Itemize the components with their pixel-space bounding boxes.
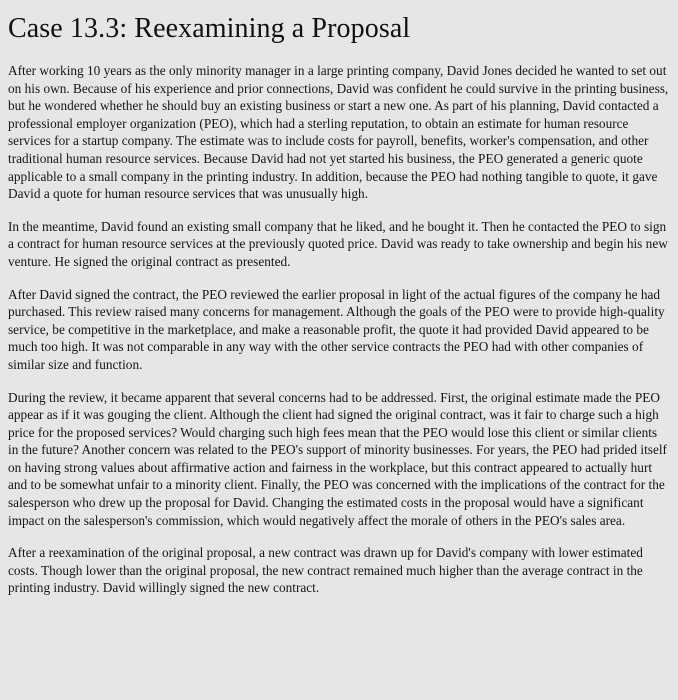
paragraph-2: In the meantime, David found an existing small company that he liked, and he bought it. Then he contacted the PEO to sign a contract for human resource services at the previously quoted price. David was ready to take ownership and begin his new venture. He signed the original contract as presented. [8,218,668,269]
case-body [8,62,670,612]
case-title: Case 13.3: Reexamining a Proposal [8,13,411,44]
paragraph-5: After a reexamination of the original proposal, a new contract was drawn up for David's company with lower estimated costs. Though lower than the original proposal, the new contract remained much higher than the average contract in the printing industry. David willingly signed the new contract. [8,545,643,596]
paragraph-4: During the review, it became apparent that several concerns had to be addressed. First, the original estimate made the PEO appear as if it was gouging the client. Although the client had signed the original contract, was it fair to charge such a high price for the proposed services? Would charging such high fees mean that the PEO would lose this client or similar clients in the future? Another concern was related to the PEO's support of minority businesses. For years, the PEO had prided itself on having strong values about affirmative action and fairness in the workplace, but this contract appeared to actually hurt and to be somewhat unfair to a minority client. Finally, the PEO was concerned with the implications of the contract for the salesperson who drew up the proposal for David. Changing the estimated costs in the proposal would have a significant impact on the salesperson's commission, which would negatively affect the morale of others in the PEO's sales area. [8,389,667,528]
paragraph-1: After working 10 years as the only minority manager in a large printing company, David Jones decided he wanted to set out on his own. Because of his experience and prior connections, David was confident he could survive in the printing business, but he wondered whether he should buy an existing business or start a new one. As part of his planning, David contacted a professional employer organization (PEO), which had a sterling reputation, to obtain an estimate for human resource services for a startup company. The estimate was to include costs for payroll, benefits, worker's compensation, and other traditional human resource services. Because David had not yet started his business, the PEO generated a generic quote applicable to a small company in the printing industry. In addition, because the PEO had nothing tangible to quote, it gave David a quote for human resource services that was unusually high. [8,63,669,202]
paragraph-3: After David signed the contract, the PEO reviewed the earlier proposal in light of the actual figures of the company he had purchased. This review raised many concerns for management. Although the goals of the PEO were to provide high-quality service, be competitive in the marketplace, and make a reasonable profit, the quote it had provided David appeared to be much too high. It was not comparable in any way with the other service contracts the PEO had with other companies of similar size and function. [8,286,665,372]
